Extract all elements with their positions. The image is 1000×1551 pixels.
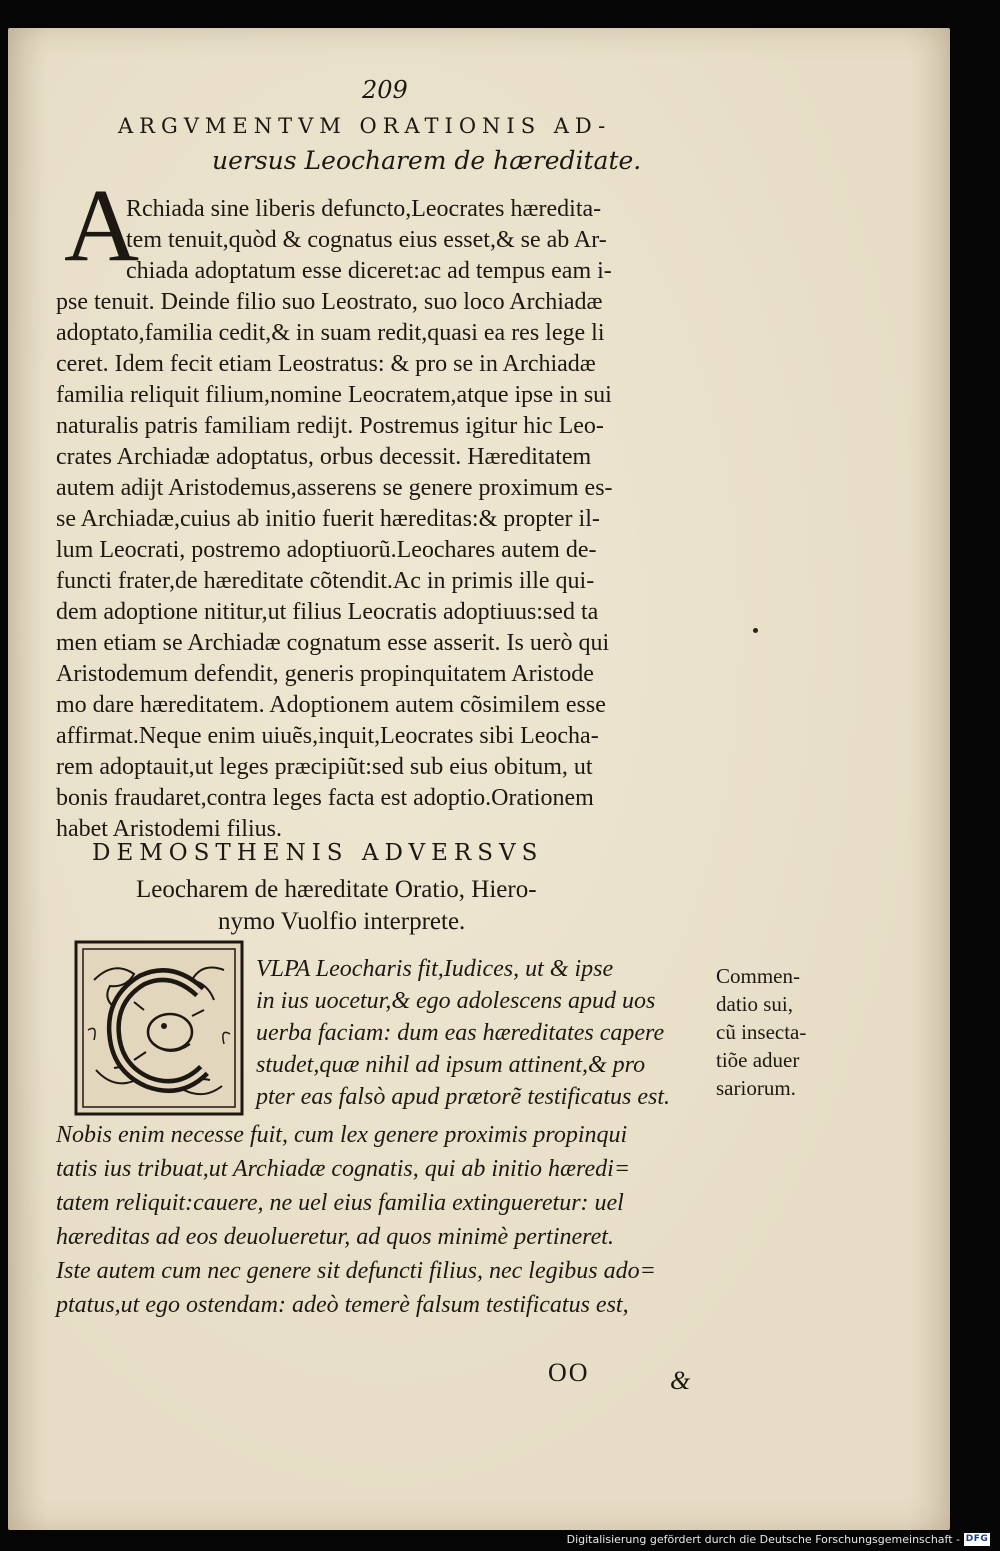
text-line: familia reliquit filium,nomine Leocratem,atque ipse in sui [56,382,612,408]
text-line: Rchiada sine liberis defuncto,Leocrates hæredita- [126,196,602,222]
book-page [8,28,950,1530]
oration-title-line: Leocharem de hæreditate Oratio, Hiero- [136,876,537,903]
marginal-note-line: cũ insecta- [716,1020,807,1044]
text-line: tatis ius tribuat,ut Archiadæ cognatis, qui ab initio hæredi= [56,1156,631,1182]
text-line: Aristodemum defendit, generis propinquitatem Aristode [56,661,594,687]
marginal-note-line: sariorum. [716,1076,796,1100]
text-line: habet Aristodemi filius. [56,816,282,842]
text-line: autem adijt Aristodemus,asserens se genere proximum es- [56,475,613,501]
text-line: lum Leocrati, postremo adoptiuorũ.Leochares autem de- [56,537,597,563]
text-line: bonis fraudaret,contra leges facta est adoptio.Orationem [56,785,594,811]
text-line: VLPA Leocharis fit,Iudices, ut & ipse [256,956,614,982]
text-line: dem adoptione nititur,ut filius Leocratis adoptiuus:sed ta [56,599,599,625]
marginal-note-line: datio sui, [716,992,793,1016]
text-line: tatem reliquit:cauere, ne uel eius familia extingueretur: uel [56,1190,624,1216]
text-line: functi frater,de hæreditate cõtendit.Ac in primis ille qui- [56,568,595,594]
text-line: Iste autem cum nec genere sit defuncti filius, nec legibus ado= [56,1258,656,1284]
dfg-logo-icon: DFG [965,1534,989,1544]
text-line: uerba faciam: dum eas hæreditates capere [256,1020,665,1046]
text-line: mo dare hæreditatem. Adoptionem autem cõsimilem esse [56,692,606,718]
text-line: in ius uocetur,& ego adolescens apud uos [256,988,656,1014]
text-line: adoptato,familia cedit,& in suam redit,quasi ea res lege li [56,320,605,346]
text-line: chiada adoptatum esse diceret:ac ad tempus eam i- [126,258,612,284]
text-line: crates Archiadæ adoptatus, orbus decessit. Hæreditatem [56,444,592,470]
text-line: hæreditas ad eos deuolueretur, ad quos minimè pertineret. [56,1224,614,1250]
marginal-note-line: Commen- [716,964,800,988]
signature-mark: OO [548,1358,590,1387]
text-line: studet,quæ nihil ad ipsum attinent,& pro [256,1052,646,1078]
text-line: tem tenuit,quòd & cognatus eius esset,& se ab Ar- [126,227,607,253]
ink-dot [753,628,758,633]
woodcut-initial-c-icon [74,940,244,1116]
marginal-note [716,962,806,1102]
funding-notice: Digitalisierung gefördert durch die Deutsche Forschungsgemeinschaft - [566,1533,960,1546]
text-line: naturalis patris familiam redijt. Postremus igitur hic Leo- [56,413,604,439]
catchword: & [670,1366,691,1395]
oration-title-caps: DEMOSTHENIS ADVERSVS [92,840,544,866]
text-line: men etiam se Archiadæ cognatum esse asserit. Is uerò qui [56,630,610,656]
drop-cap: A [64,168,140,283]
text-line: Nobis enim necesse fuit, cum lex genere proximis propinqui [56,1122,628,1148]
text-line: se Archiadæ,cuius ab initio fuerit hæreditas:& propter il- [56,506,600,532]
text-line: pse tenuit. Deinde filio suo Leostrato, suo loco Archiadæ [56,289,603,315]
argument-heading: ARGVMENTVM ORATIONIS AD- [118,114,612,138]
oration-title-line: nymo Vuolfio interprete. [218,908,466,935]
text-line: affirmat.Neque enim uiuẽs,inquit,Leocrates sibi Leocha- [56,723,599,749]
marginal-note-line: tiõe aduer [716,1048,800,1072]
text-line: ceret. Idem fecit etiam Leostratus: & pro se in Archiadæ [56,351,596,377]
page-number: 209 [362,76,408,104]
text-line: pter eas falsò apud prætorẽ testificatus est. [256,1084,670,1110]
argument-subheading: uersus Leocharem de hæreditate. [212,146,642,175]
text-line: rem adoptauit,ut leges præcipiũt:sed sub eius obitum, ut [56,754,593,780]
text-line: ptatus,ut ego ostendam: adeò temerè falsum testificatus est, [56,1292,629,1318]
